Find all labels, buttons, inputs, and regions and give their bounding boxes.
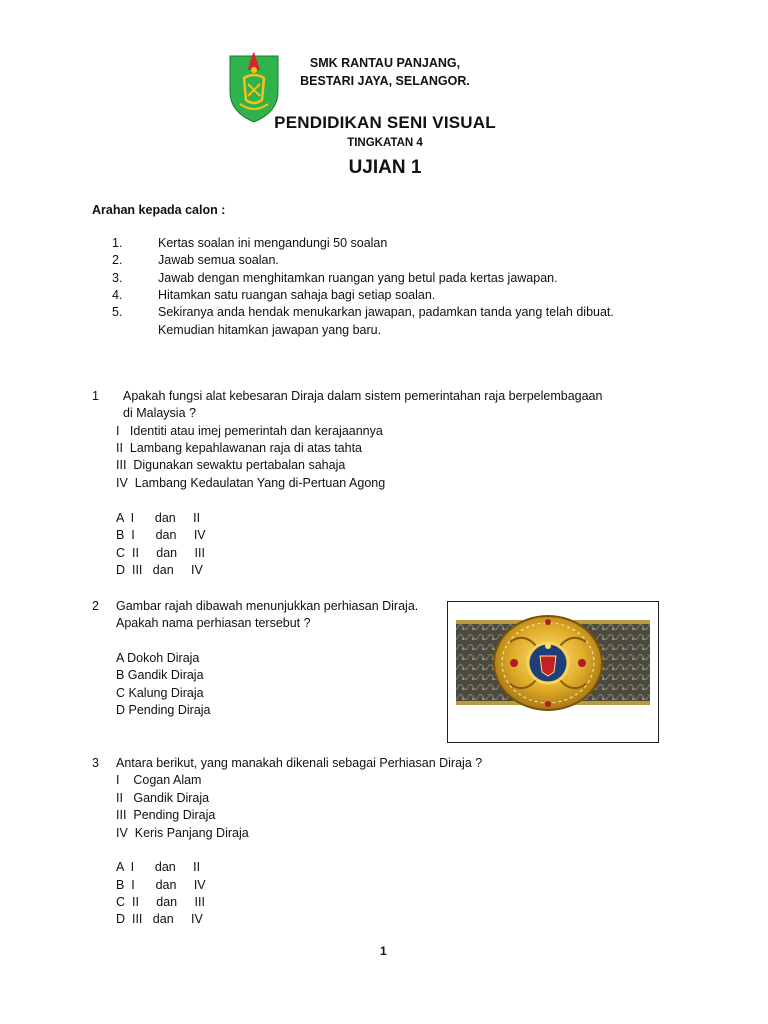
instruction-text: Sekiranya anda hendak menukarkan jawapan, padamkan tanda yang telah dibuat. <box>158 305 614 319</box>
question-statement: III Pending Diraja <box>116 808 216 822</box>
answer-option: D III dan IV <box>116 912 203 926</box>
answer-option: A I dan II <box>116 860 201 874</box>
royal-belt-buckle-photo <box>447 601 659 743</box>
answer-option: C II dan III <box>116 546 205 560</box>
question-stem: di Malaysia ? <box>123 406 196 420</box>
answer-option: C Kalung Diraja <box>116 686 204 700</box>
answer-option: D III dan IV <box>116 563 203 577</box>
question-statement: I Cogan Alam <box>116 773 202 787</box>
instruction-text: Kemudian hitamkan jawapan yang baru. <box>158 323 382 337</box>
question-stem: Apakah nama perhiasan tersebut ? <box>116 616 311 630</box>
question-statement: I Identiti atau imej pemerintah dan kerajaannya <box>116 424 383 438</box>
exam-title: UJIAN 1 <box>348 157 422 178</box>
question-statement: II Gandik Diraja <box>116 791 210 805</box>
question-number: 3 <box>92 756 99 770</box>
instruction-number: 2. <box>112 253 123 267</box>
instruction-text: Hitamkan satu ruangan sahaja bagi setiap soalan. <box>158 288 436 302</box>
instruction-text: Jawab semua soalan. <box>158 253 279 267</box>
instructions-heading: Arahan kepada calon : <box>92 203 226 217</box>
answer-option: B Gandik Diraja <box>116 668 204 682</box>
question-statement: IV Keris Panjang Diraja <box>116 826 249 840</box>
question-stem: Apakah fungsi alat kebesaran Diraja dalam sistem pemerintahan raja berpelembagaan <box>123 389 603 403</box>
question-stem: Gambar rajah dibawah menunjukkan perhiasan Diraja. <box>116 599 419 613</box>
question-statement: III Digunakan sewaktu pertabalan sahaja <box>116 458 346 472</box>
instruction-number: 5. <box>112 305 123 319</box>
school-name-line2: BESTARI JAYA, SELANGOR. <box>300 74 470 88</box>
answer-option: B I dan IV <box>116 878 206 892</box>
question-statement: IV Lambang Kedaulatan Yang di-Pertuan Agong <box>116 476 386 490</box>
instruction-text: Jawab dengan menghitamkan ruangan yang betul pada kertas jawapan. <box>158 271 558 285</box>
instruction-number: 4. <box>112 288 123 302</box>
answer-option: A Dokoh Diraja <box>116 651 200 665</box>
answer-option: A I dan II <box>116 511 201 525</box>
question-statement: II Lambang kepahlawanan raja di atas tahta <box>116 441 363 455</box>
answer-option: B I dan IV <box>116 528 206 542</box>
instruction-text: Kertas soalan ini mengandungi 50 soalan <box>158 236 388 250</box>
instruction-number: 1. <box>112 236 123 250</box>
answer-option: D Pending Diraja <box>116 703 211 717</box>
question-stem: Antara berikut, yang manakah dikenali sebagai Perhiasan Diraja ? <box>116 756 483 770</box>
answer-option: C II dan III <box>116 895 205 909</box>
instruction-number: 3. <box>112 271 123 285</box>
question-number: 2 <box>92 599 99 613</box>
question-number: 1 <box>92 389 99 403</box>
page-number: 1 <box>380 944 387 958</box>
pending-buckle-illustration <box>448 602 658 742</box>
school-name-line1: SMK RANTAU PANJANG, <box>309 56 461 70</box>
subject-title: PENDIDIKAN SENI VISUAL <box>274 113 496 132</box>
form-level: TINGKATAN 4 <box>347 137 423 149</box>
